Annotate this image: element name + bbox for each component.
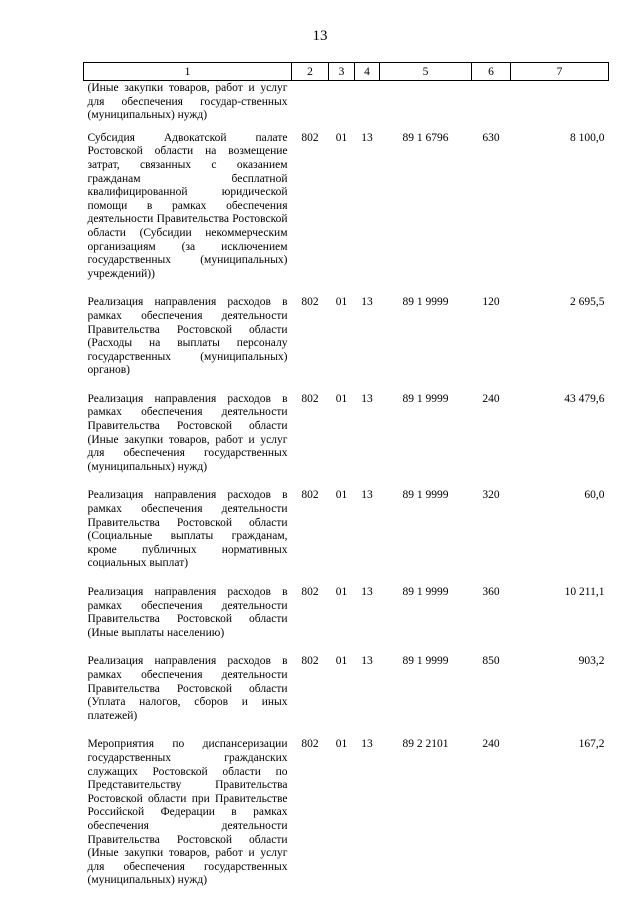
table-row (84, 293, 609, 390)
target-article: 89 1 6796 (402, 131, 449, 144)
table-row (84, 735, 609, 900)
column-header: 1 (84, 63, 292, 81)
target-article: 89 1 9999 (402, 296, 449, 309)
subsection-code: 13 (361, 296, 373, 309)
expense-name: Мероприятия по диспансеризации государственных гражданских служащих Ростовской области по Представительству Правительства Ростовской области при Правительстве Российской Федерации в рамках обеспечения деятельности Правительства Ростовской области (Иные закупки товаров, работ и услуг для обеспечения государственных (муниципальных) нужд) (87, 738, 288, 887)
column-header: 3 (329, 63, 355, 81)
target-article: 89 2 2101 (402, 738, 449, 751)
subsection-code (355, 81, 380, 129)
section-code: 01 (335, 296, 348, 309)
target-article: 89 1 9999 (402, 489, 449, 502)
expense-type: 120 (482, 296, 500, 309)
expense-type: 320 (482, 489, 500, 502)
ministry-code: 802 (301, 655, 319, 668)
ministry-code: 802 (301, 131, 319, 144)
amount: 60,0 (584, 489, 605, 502)
expense-type: 240 (482, 738, 500, 751)
subsection-code: 13 (361, 655, 373, 668)
expense-type: 240 (482, 392, 500, 405)
expense-name: Реализация направления расходов в рамках обеспечения деятельности Правительства Ростовской области (Иные выплаты населению) (87, 586, 288, 639)
expense-name: Субсидия Адвокатской палате Ростовской области на возмещение затрат, связанных с оказанием гражданам бесплатной квалифицированной юридической помощи в рамках обеспечения деятельности Правительства Ростовской области (Субсидии некоммерческим организациям (за исключением государственных (муниципальных) учреждений)) (87, 131, 288, 280)
table-row (84, 390, 609, 487)
table-row (84, 81, 609, 129)
column-header: 4 (355, 63, 380, 81)
target-article: 89 1 9999 (402, 586, 449, 598)
subsection-code: 13 (361, 586, 373, 598)
target-article: 89 1 9999 (402, 392, 449, 405)
section-code: 01 (335, 392, 348, 405)
table-row (84, 486, 609, 583)
amount (511, 81, 609, 129)
subsection-code: 13 (361, 392, 373, 405)
amount: 903,2 (578, 655, 605, 668)
section-code: 01 (335, 489, 348, 502)
section-code: 01 (335, 738, 348, 751)
section-code (329, 81, 355, 129)
table-row (84, 129, 609, 294)
column-header: 2 (292, 63, 329, 81)
table-row (84, 652, 609, 735)
expense-type (472, 81, 511, 129)
ministry-code: 802 (301, 392, 319, 405)
amount: 8 100,0 (570, 131, 605, 144)
ministry-code: 802 (301, 738, 319, 751)
amount: 167,2 (578, 738, 605, 751)
expense-type: 850 (482, 655, 500, 668)
amount: 43 479,6 (564, 392, 605, 405)
ministry-code (292, 81, 329, 129)
page-number: 13 (312, 28, 328, 44)
expense-name: Реализация направления расходов в рамках обеспечения деятельности Правительства Ростовской области (Социальные выплаты гражданам, кроме публичных нормативных социальных выплат) (87, 489, 288, 570)
expense-name: Реализация направления расходов в рамках обеспечения деятельности Правительства Ростовской области (Иные закупки товаров, работ и услуг для обеспечения государственных (муниципальных) нужд) (87, 392, 288, 473)
expense-name: Реализация направления расходов в рамках обеспечения деятельности Правительства Ростовской области (Уплата налогов, сборов и иных платежей) (87, 655, 288, 722)
target-article: 89 1 9999 (402, 655, 449, 668)
ministry-code: 802 (301, 489, 319, 502)
section-code: 01 (335, 655, 348, 668)
target-article (380, 81, 472, 129)
column-header: 7 (511, 63, 609, 81)
budget-table (83, 62, 609, 900)
amount: 2 695,5 (570, 296, 605, 309)
section-code: 01 (335, 586, 348, 598)
column-header: 5 (380, 63, 472, 81)
column-header: 6 (472, 63, 511, 81)
subsection-code: 13 (361, 489, 373, 502)
amount: 10 211,1 (564, 586, 605, 598)
ministry-code: 802 (301, 586, 319, 598)
expense-name: Реализация направления расходов в рамках обеспечения деятельности Правительства Ростовской области (Расходы на выплаты персоналу государственных (муниципальных) органов) (87, 296, 288, 377)
table-row (84, 583, 609, 652)
expense-type: 630 (482, 131, 500, 144)
subsection-code: 13 (361, 131, 373, 144)
section-code: 01 (335, 131, 348, 144)
expense-name: (Иные закупки товаров, работ и услуг для обеспечения государ-ственных (муниципальных) нужд) (87, 82, 288, 122)
subsection-code: 13 (361, 738, 373, 751)
header-row (84, 63, 609, 81)
ministry-code: 802 (301, 296, 319, 309)
expense-type: 360 (482, 586, 500, 598)
